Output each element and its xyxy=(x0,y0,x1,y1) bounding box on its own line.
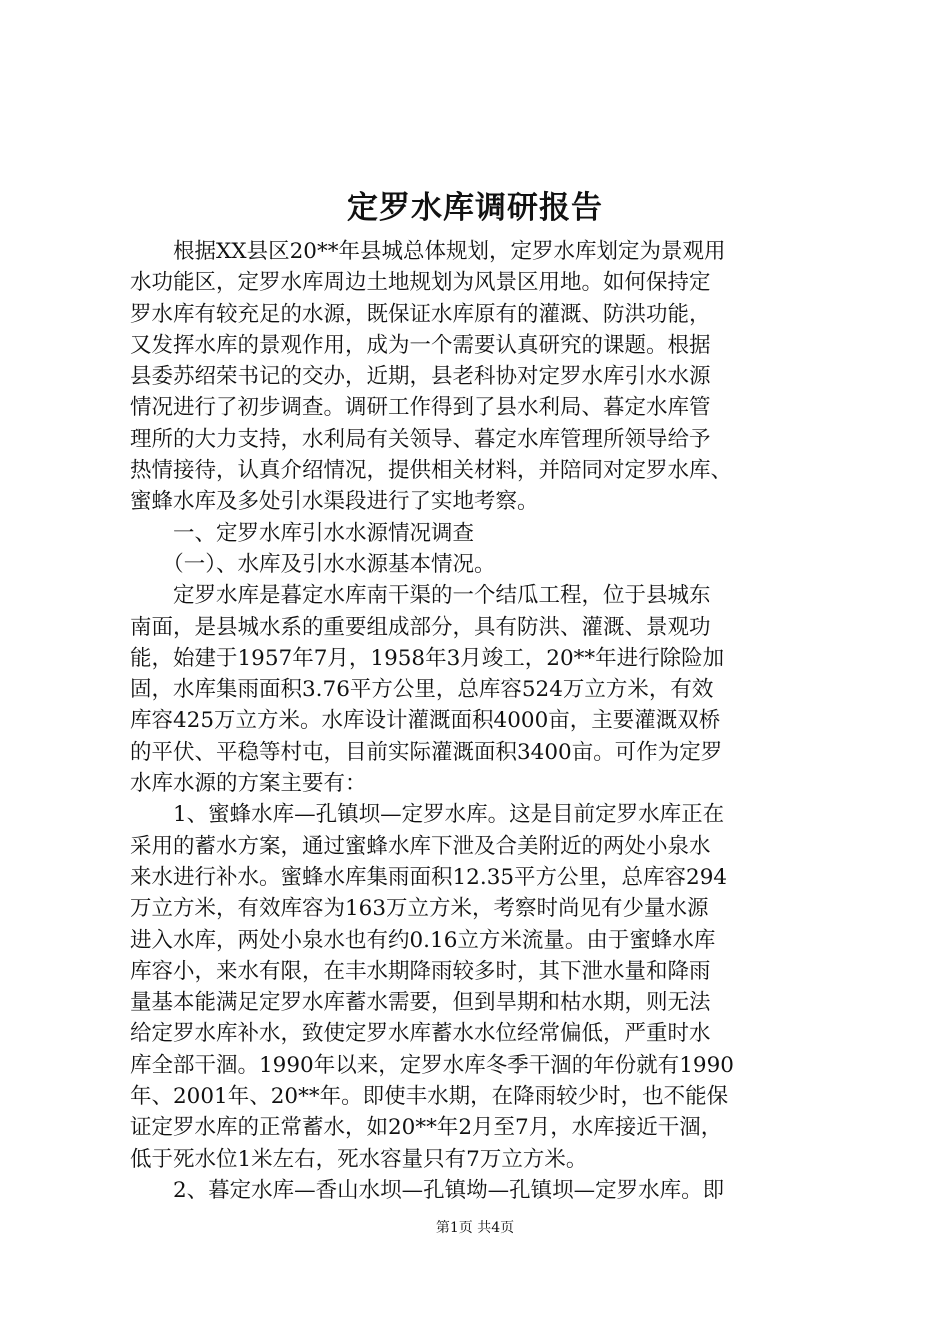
text-line: 进入水库，两处小泉水也有约0.16立方米流量。由于蜜蜂水库 xyxy=(130,927,716,953)
section-heading: 一、定罗水库引水水源情况调查 xyxy=(130,520,475,546)
text-line: 热情接待，认真介绍情况，提供相关材料，并陪同对定罗水库、 xyxy=(130,458,733,484)
text-line: 能，始建于1957年7月，1958年3月竣工，20**年进行除险加 xyxy=(130,645,725,671)
text-line: 固，水库集雨面积3.76平方公里，总库容524万立方米，有效 xyxy=(130,677,714,703)
document-title: 定罗水库调研报告 xyxy=(347,190,603,226)
text-line: 又发挥水库的景观作用，成为一个需要认真研究的课题。根据 xyxy=(130,332,711,358)
page-number-footer: 第1页 共4页 xyxy=(435,1220,515,1236)
subsection-heading: （一）、水库及引水水源基本情况。 xyxy=(130,551,496,577)
text-line: 理所的大力支持，水利局有关领导、暮定水库管理所领导给予 xyxy=(130,426,711,452)
text-line: 采用的蓄水方案，通过蜜蜂水库下泄及合美附近的两处小泉水 xyxy=(130,833,711,859)
text-line: 低于死水位1米左右，死水容量只有7万立方米。 xyxy=(130,1146,588,1172)
document-body xyxy=(130,236,830,1206)
text-line: 的平伏、平稳等村屯，目前实际灌溉面积3400亩。可作为定罗 xyxy=(130,739,723,765)
text-line: 根据XX县区20**年县城总体规划，定罗水库划定为景观用 xyxy=(130,239,726,264)
text-line: 县委苏绍荣书记的交办，近期，县老科协对定罗水库引水水源 xyxy=(130,364,711,390)
text-line: 1、蜜蜂水库—孔镇坝—定罗水库。这是目前定罗水库正在 xyxy=(130,802,725,828)
text-line: 库容425万立方米。水库设计灌溉面积4000亩，主要灌溉双桥 xyxy=(130,708,721,734)
text-line: 定罗水库是暮定水库南干渠的一个结瓜工程，位于县城东 xyxy=(130,583,711,609)
text-line: 万立方米，有效库容为163万立方米，考察时尚见有少量水源 xyxy=(130,896,709,922)
text-line: 证定罗水库的正常蓄水，如20**年2月至7月，水库接近干涸， xyxy=(130,1115,723,1141)
text-line: 水库水源的方案主要有： xyxy=(130,771,367,797)
text-line: 给定罗水库补水，致使定罗水库蓄水水位经常偏低，严重时水 xyxy=(130,1021,711,1047)
text-line: 水功能区，定罗水库周边土地规划为风景区用地。如何保持定 xyxy=(130,270,711,296)
text-line: 库容小，来水有限，在丰水期降雨较多时，其下泄水量和降雨 xyxy=(130,958,711,984)
text-line: 量基本能满足定罗水库蓄水需要，但到旱期和枯水期，则无法 xyxy=(130,990,711,1016)
text-line: 2、暮定水库—香山水坝—孔镇坳—孔镇坝—定罗水库。即 xyxy=(130,1177,725,1203)
text-line: 蜜蜂水库及多处引水渠段进行了实地考察。 xyxy=(130,489,539,515)
text-line: 来水进行补水。蜜蜂水库集雨面积12.35平方公里，总库容294 xyxy=(130,864,728,890)
text-line: 库全部干涸。1990年以来，定罗水库冬季干涸的年份就有1990 xyxy=(130,1052,734,1078)
text-line: 罗水库有较充足的水源，既保证水库原有的灌溉、防洪功能， xyxy=(130,301,711,327)
text-line: 年、2001年、20**年。即使丰水期，在降雨较少时，也不能保 xyxy=(130,1084,729,1110)
text-line: 情况进行了初步调查。调研工作得到了县水利局、暮定水库管 xyxy=(130,395,711,421)
text-line: 南面，是县城水系的重要组成部分，具有防洪、灌溉、景观功 xyxy=(130,614,711,640)
